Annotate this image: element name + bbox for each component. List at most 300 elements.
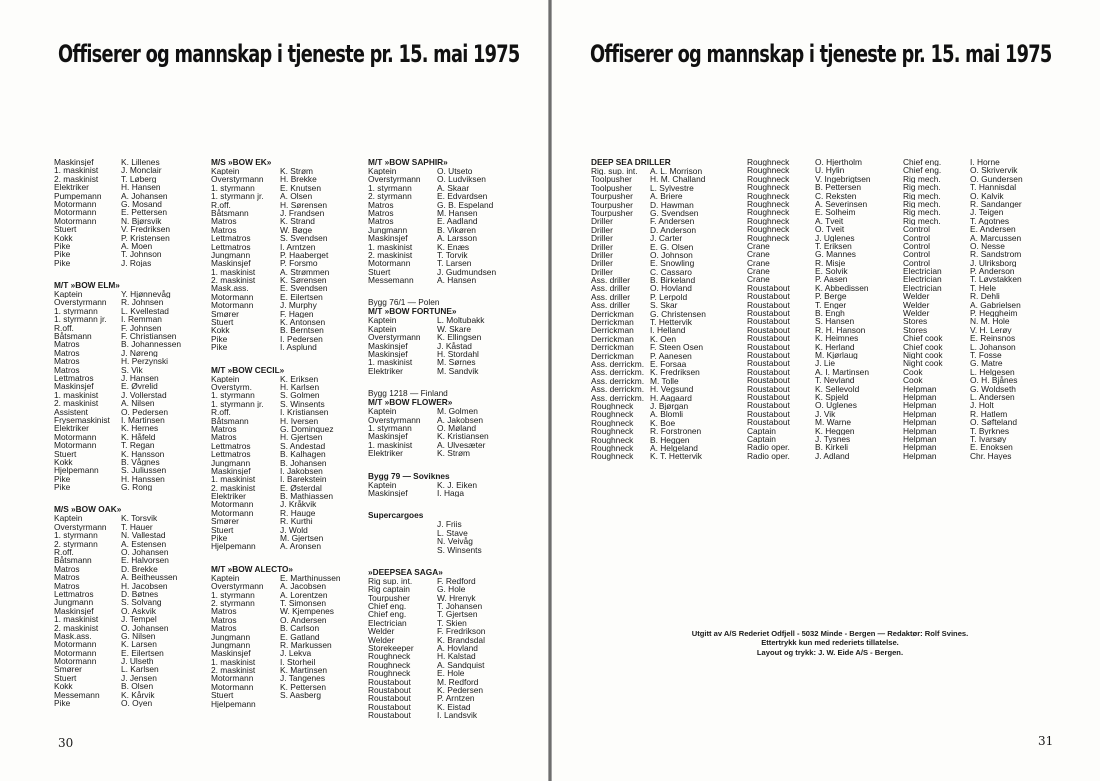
crew-name: U. Hylin (815, 166, 845, 175)
crew-rank: Kokk (54, 682, 73, 691)
crew-name: A. Larsson (437, 234, 478, 243)
crew-rank: Overstyrmann (54, 298, 107, 307)
crew-rank: Rig. sup. int. (591, 167, 638, 176)
crew-rank: Electrician (903, 275, 942, 284)
crew-row (211, 624, 362, 632)
crew-name: I. Haga (437, 488, 465, 498)
crew-name: O. Andersen (280, 615, 327, 625)
crew-rank: Roughneck (591, 452, 634, 461)
crew-name: A. Nilsen (121, 399, 155, 408)
crew-rank: Mask.ass. (54, 631, 92, 641)
crew-row (211, 433, 362, 441)
crew-rank: Roughneck (591, 427, 634, 436)
crew-rank: Crane (747, 250, 770, 259)
crew-rank: 1. styrmann jr. (211, 192, 264, 201)
crew-row (591, 251, 742, 259)
crew-name: A. Aronsen (280, 542, 321, 551)
crew-row (591, 217, 742, 225)
crew-rank: Control (903, 241, 930, 251)
crew-row (54, 674, 201, 682)
crew-rank: Roustabout (747, 401, 790, 410)
crew-name: A. Estensen (121, 539, 167, 549)
crew-rank: Messemann (54, 690, 100, 700)
crew-row (54, 598, 201, 606)
crew-rank: Cook (903, 367, 923, 377)
crew-rank: Toolpusher (591, 183, 632, 193)
imprint (620, 629, 1040, 657)
crew-row (54, 691, 201, 699)
crew-row (747, 192, 899, 200)
crew-rank: Radio oper. (747, 443, 790, 452)
crew-row (54, 175, 201, 183)
crew-row (591, 326, 742, 334)
crew-row (54, 374, 201, 382)
crew-row (747, 443, 899, 451)
crew-rank: Roughneck (747, 174, 790, 184)
crew-name: L. Helgesen (970, 367, 1015, 377)
crew-name: O. Møland (437, 423, 477, 433)
crew-row (903, 351, 1050, 359)
crew-name: B. Johannessen (121, 340, 182, 349)
crew-rank: Kaptein (54, 290, 83, 299)
crew-rank: Maskinsjef (368, 432, 408, 441)
crew-rank: Driller (591, 267, 613, 277)
crew-name: G. Matre (970, 359, 1003, 368)
crew-row (211, 243, 362, 251)
crew-rank: R.off. (54, 323, 74, 333)
crew-rank: Kaptein (368, 480, 397, 489)
crew-row (211, 649, 362, 657)
crew-row (368, 610, 519, 618)
crew-name: O. Utseto (437, 167, 473, 176)
crew-name: T. Hauer (121, 522, 153, 532)
crew-rank: Derrickman (591, 318, 634, 327)
crew-name: K. Oen (650, 334, 677, 344)
crew-row (368, 546, 519, 554)
crew-rank: Helpman (903, 451, 937, 461)
crew-rank: Jungmann (54, 598, 94, 607)
crew-name: K. Hernes (121, 424, 159, 433)
crew-name: T. Gjertsen (437, 610, 478, 619)
crew-name: O. Oyen (121, 699, 153, 708)
crew-rank: Motormann (54, 648, 97, 658)
crew-row (211, 484, 362, 492)
crew-row (211, 375, 362, 383)
crew-rank: 2. styrmann (54, 539, 98, 549)
block-heading: Bygg 76/1 — Polen (368, 297, 440, 308)
crew-row (591, 192, 742, 200)
crew-row (368, 167, 519, 175)
crew-rank: 2. maskinist (211, 483, 256, 493)
crew-rank: Ass. driller (591, 276, 631, 285)
crew-row (747, 166, 899, 174)
crew-row (368, 489, 519, 497)
crew-rank: Kaptein (54, 514, 83, 523)
crew-rank: Tourpusher (591, 208, 633, 218)
crew-row (903, 234, 1050, 242)
crew-row (591, 352, 742, 360)
crew-name: I. Barekstein (280, 475, 327, 484)
crew-rank: Roughneck (368, 660, 411, 670)
crew-block (54, 281, 201, 491)
crew-row (747, 208, 899, 216)
crew-name: M. Sørnes (437, 358, 476, 367)
crew-rank: 1. maskinist (211, 657, 256, 667)
crew-rank: Hjelpemann (54, 466, 99, 475)
crew-name: V. H. Lerøy (970, 325, 1012, 335)
crew-row (747, 225, 899, 233)
crew-row (54, 166, 201, 174)
crew-row (368, 251, 519, 259)
crew-row (54, 424, 201, 432)
crew-name: H. Perzynski (121, 357, 169, 366)
crew-name: J. Uglenes (815, 233, 855, 242)
crew-name: K. Heggen (815, 426, 855, 435)
crew-name: J. Jensen (121, 673, 157, 683)
crew-name: A. Blomli (650, 410, 684, 419)
crew-row (747, 309, 899, 317)
crew-name: B. Olsen (121, 682, 154, 691)
crew-rank: Matros (368, 208, 394, 218)
crew-block (368, 389, 519, 457)
crew-name: B. Berntsen (280, 326, 324, 335)
crew-row (211, 607, 362, 615)
crew-row (747, 326, 899, 334)
crew-rank: Stuert (54, 449, 77, 458)
crew-row (368, 577, 519, 585)
crew-name: L. Johanson (970, 342, 1016, 351)
crew-rank: Helpman (903, 426, 937, 435)
crew-name: P. Kristensen (121, 233, 170, 242)
crew-block (368, 511, 519, 554)
crew-row (903, 368, 1050, 376)
crew-name: D. Anderson (650, 225, 697, 235)
crew-name: O. Tveit (815, 225, 845, 234)
crew-rank: Radio oper. (747, 451, 790, 461)
crew-rank: Derrickman (591, 326, 634, 335)
crew-name: L. Andersen (970, 392, 1015, 402)
crew-name: J. Frandsen (280, 208, 325, 218)
crew-rank: Pike (54, 699, 71, 708)
crew-rank: 1. maskinist (54, 615, 99, 624)
crew-name: M. Gjertsen (280, 534, 324, 543)
crew-rank: Roustabout (747, 359, 790, 368)
crew-name: B. Johansen (280, 458, 327, 467)
crew-name: L. Kvellestad (121, 306, 169, 316)
crew-name: L. Sylvestre (650, 183, 694, 193)
crew-rank: Jungmann (211, 640, 251, 650)
crew-row (591, 335, 742, 343)
crew-name: S. Solvang (121, 598, 162, 607)
crew-rank: Motormann (54, 216, 97, 226)
crew-row (54, 514, 201, 522)
crew-rank: Derrickman (591, 309, 634, 319)
crew-name: K. Strøm (280, 167, 314, 176)
crew-row (211, 318, 362, 326)
crew-block (903, 158, 1050, 460)
crew-row (368, 316, 519, 324)
crew-rank: 2. maskinist (54, 174, 99, 184)
crew-rank (368, 537, 437, 545)
crew-row (903, 443, 1050, 451)
crew-row (747, 334, 899, 342)
crew-row (368, 636, 519, 644)
crew-row (211, 259, 362, 267)
crew-rank: Roustabout (747, 367, 790, 377)
crew-name: O. Askvik (121, 606, 156, 616)
crew-rank: R.off. (211, 408, 231, 417)
crew-rank: 1. maskinist (368, 440, 413, 450)
crew-rank: Matros (211, 225, 237, 235)
crew-row (368, 537, 519, 545)
crew-row (747, 317, 899, 325)
crew-row (368, 481, 519, 489)
crew-rank: 1. styrmann (54, 306, 98, 316)
crew-rank: Kaptein (368, 324, 397, 334)
crew-rank: Crane (747, 241, 770, 251)
crew-row (747, 301, 899, 309)
crew-rank: Chief eng. (903, 158, 942, 167)
crew-row (54, 523, 201, 531)
crew-row (591, 343, 742, 351)
crew-rank: Båtsmann (54, 556, 92, 565)
crew-rank: Roughneck (747, 191, 790, 200)
crew-row (211, 517, 362, 525)
crew-row (747, 275, 899, 283)
crew-rank: Roughneck (747, 208, 790, 217)
crew-row (54, 217, 201, 225)
crew-name: R. Kurthi (280, 517, 313, 526)
crew-name: J. Kråkvik (280, 500, 317, 509)
crew-rank: Kaptein (368, 316, 397, 325)
crew-rank: Roustabout (747, 309, 790, 318)
crew-row (211, 301, 362, 309)
crew-rank: Roughneck (591, 435, 634, 444)
crew-row (747, 217, 899, 225)
crew-name: E. Reinsnos (970, 334, 1016, 343)
crew-name: M. Warne (815, 418, 851, 427)
crew-rank: Overstyrmann (211, 175, 264, 184)
crew-name: V. Fredriksen (121, 225, 171, 234)
crew-row (211, 184, 362, 192)
crew-rank: Hjelpemann (211, 542, 256, 551)
crew-rank: Welder (368, 627, 395, 636)
crew-rank: 1. styrmann (211, 183, 255, 193)
crew-row (54, 357, 201, 365)
crew-rank: Roustabout (747, 334, 790, 343)
crew-row (54, 450, 201, 458)
crew-name: I. Jakobsen (280, 466, 323, 476)
crew-name: G. Hole (437, 585, 466, 594)
crew-row (591, 385, 742, 393)
crew-rank: Overstyrmann (54, 522, 107, 532)
crew-name: F. Redford (437, 576, 476, 586)
crew-block (54, 505, 201, 707)
crew-name: G. Nilsen (121, 631, 156, 641)
crew-name: N. Veivåg (437, 537, 473, 546)
crew-rank: Welder (903, 309, 930, 318)
crew-name: D. Hawman (650, 200, 694, 209)
crew-name: G. Mannes (815, 250, 856, 259)
crew-rank: Motormann (211, 301, 254, 310)
crew-row (903, 376, 1050, 384)
crew-row (903, 452, 1050, 460)
crew-row (368, 226, 519, 234)
crew-rank: Roughneck (747, 158, 790, 167)
crew-rank: Stores (903, 325, 928, 335)
crew-name: O. Søfteland (970, 418, 1018, 427)
crew-name: O. Johnson (650, 250, 693, 260)
crew-name: T. Eriksen (815, 241, 852, 251)
crew-name: K. Lillenes (121, 158, 160, 167)
crew-name: O. Ludviksen (437, 175, 486, 184)
crew-name: I. Martinsen (121, 415, 165, 425)
crew-row (54, 315, 201, 323)
crew-rank: Matros (54, 348, 80, 358)
crew-rank: Båtsmann (211, 208, 249, 218)
crew-name: J. Tangenes (280, 674, 326, 683)
crew-name: K. Larsen (121, 640, 157, 649)
crew-rank: Helpman (903, 401, 937, 410)
crew-name: J. Tysnes (815, 434, 851, 444)
crew-name: J. Ulriksborg (970, 258, 1017, 268)
crew-rank: Crane (747, 258, 770, 268)
crew-row (368, 594, 519, 602)
crew-rank: Lettmatros (54, 373, 94, 383)
crew-rank: Pike (211, 343, 228, 352)
crew-row (211, 700, 362, 708)
crew-row (903, 410, 1050, 418)
crew-name: N. Vallestad (121, 531, 166, 540)
crew-rank: Maskinsjef (211, 466, 251, 476)
crew-row (54, 298, 201, 306)
crew-row (368, 276, 519, 284)
crew-rank: 1. styrmann jr. (211, 399, 264, 409)
crew-row (368, 367, 519, 375)
crew-row (368, 686, 519, 694)
crew-name: O. Johansen (121, 623, 169, 632)
crew-row (747, 385, 899, 393)
crew-row (591, 427, 742, 435)
crew-row (211, 310, 362, 318)
crew-rank: Helpman (903, 409, 937, 419)
crew-name: R. Hauge (280, 508, 316, 518)
crew-name: E. G. Olsen (650, 242, 694, 251)
crew-row (903, 225, 1050, 233)
crew-row (747, 242, 899, 250)
crew-row (747, 393, 899, 401)
crew-name: I. Storheil (280, 657, 316, 667)
crew-name: E. Edvardsen (437, 192, 488, 201)
crew-row (368, 234, 519, 242)
crew-row (591, 360, 742, 368)
crew-rank: Overstyrmann (368, 415, 421, 424)
crew-name: K. Spjeld (815, 392, 849, 402)
crew-column-2 (747, 158, 899, 460)
crew-row (54, 649, 201, 657)
crew-rank: Cook (903, 376, 923, 385)
crew-name: K. Sørensen (280, 276, 327, 285)
crew-row (368, 711, 519, 719)
crew-name: A. L. Morrison (650, 167, 703, 176)
crew-block (368, 158, 519, 284)
crew-row (747, 183, 899, 191)
crew-rank: Kokk (211, 326, 230, 335)
crew-name: A. Helgeland (650, 443, 698, 453)
crew-row (211, 509, 362, 517)
crew-name: J. Kåstad (437, 341, 472, 351)
crew-rank: Pike (211, 334, 228, 344)
crew-name: B. Heggen (650, 435, 690, 444)
page-number: 31 (1038, 734, 1054, 748)
crew-name: W. Skare (437, 324, 471, 334)
crew-rank: Kaptein (211, 374, 240, 383)
crew-rank: Roughneck (747, 233, 790, 242)
crew-row (54, 682, 201, 690)
crew-name: H. Stordahl (437, 350, 479, 359)
crew-name: K. Hansson (121, 449, 165, 458)
crew-row (591, 293, 742, 301)
crew-name: G. Woldseth (970, 384, 1016, 393)
crew-rank: Roustabout (747, 342, 790, 351)
crew-row (211, 599, 362, 607)
crew-row (368, 333, 519, 341)
crew-rank: Elektriker (211, 492, 246, 501)
crew-name: P. Berge (815, 292, 847, 301)
crew-rank: Roustabout (368, 685, 411, 695)
crew-name: J. Monclair (121, 166, 162, 175)
crew-rank: Roughneck (591, 443, 634, 453)
crew-rank: Rig mech. (903, 199, 941, 209)
crew-name: V. Ingebrigtsen (815, 174, 871, 184)
crew-name: E. Aadland (437, 217, 478, 226)
crew-row (54, 531, 201, 539)
crew-row (368, 694, 519, 702)
crew-name: S. Winsents (437, 545, 482, 554)
crew-rank: Roustabout (747, 418, 790, 427)
crew-name: O. Hjertholm (815, 158, 863, 167)
crew-name: T. Løberg (121, 174, 157, 184)
crew-rank: Motormann (368, 259, 411, 268)
crew-name: J. Nøreng (121, 348, 158, 358)
crew-rank: Driller (591, 234, 613, 243)
crew-rank: Matros (211, 624, 237, 633)
crew-row (591, 377, 742, 385)
crew-name: A. Jacobsen (280, 582, 327, 591)
crew-rank: 1. styrmann (368, 183, 412, 193)
crew-name: J. Wold (280, 525, 308, 535)
crew-rank: Jungmann (211, 250, 251, 260)
crew-rank: Roughneck (591, 418, 634, 428)
crew-name: J. Ulseth (121, 657, 154, 666)
crew-name: R. Forstronen (650, 427, 702, 436)
crew-row (54, 699, 201, 707)
crew-row (54, 200, 201, 208)
crew-row (211, 268, 362, 276)
crew-name: F. Christiansen (121, 332, 177, 341)
crew-row (211, 492, 362, 500)
crew-rank: Welder (903, 300, 930, 310)
crew-name: M. Hansen (437, 208, 478, 218)
crew-name: A. Lorentzen (280, 590, 328, 599)
crew-block (211, 366, 362, 551)
crew-name: J. Teigen (970, 208, 1004, 217)
crew-rank: Chief cook (903, 334, 943, 343)
crew-row (211, 526, 362, 534)
crew-name: A. Ulvesæter (437, 440, 486, 450)
crew-row (903, 418, 1050, 426)
crew-name: W. Kjempenes (280, 607, 334, 616)
